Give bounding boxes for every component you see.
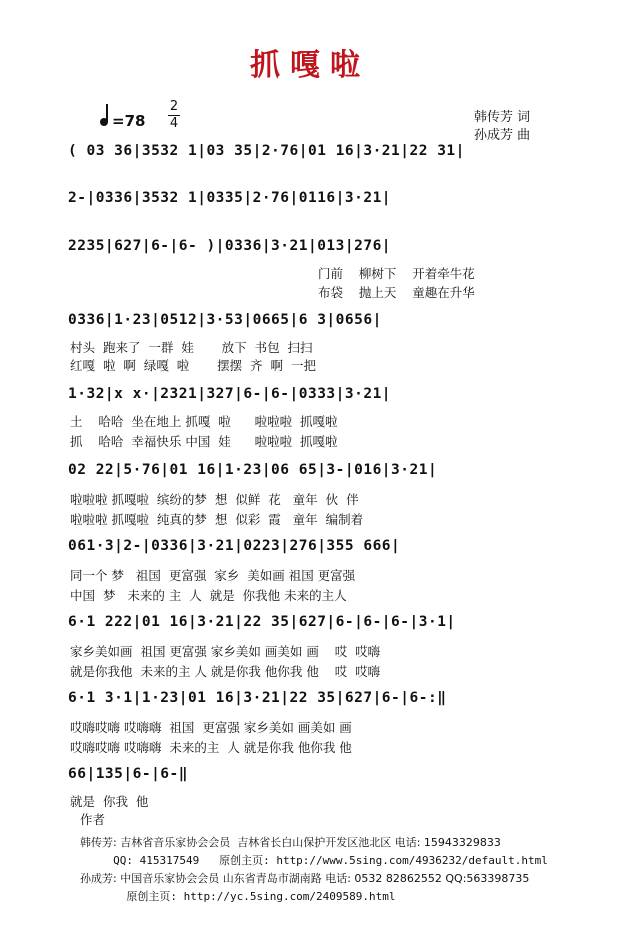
footer-line: QQ: 415317549 原创主页: http://www.5sing.com/4936232/default.html (80, 854, 548, 867)
song-title: 抓嘎啦 (250, 48, 370, 83)
time-signature-top: 2 (169, 99, 179, 114)
lyric-line: 同一个 梦 祖国 更富强 家乡 美如画 祖国 更富强 (70, 568, 356, 583)
composer-credit: 孙成芳 曲 (474, 128, 531, 143)
lyric-line: 就是你我他 未来的主 人 就是你我 他你我 他 哎 哎嗨 (70, 664, 381, 679)
tempo-value: =78 (112, 112, 146, 130)
lyric-line: 啦啦啦 抓嘎啦 缤纷的梦 想 似鲜 花 童年 伙 伴 (70, 492, 359, 507)
lyric-line: 家乡美如画 祖国 更富强 家乡美如 画美如 画 哎 哎嗨 (70, 644, 381, 659)
notation-line-2: 2-|0336|3532 1|0335|2·76|0116|3·21| (68, 190, 392, 206)
quarter-note-icon (100, 118, 108, 126)
lyric-line: 哎嗨哎嗨 哎嗨嗨 祖国 更富强 家乡美如 画美如 画 (70, 720, 352, 735)
notation-line-4: 0336|1·23|0512|3·53|0665|6 3|0656| (68, 312, 382, 328)
author-label: 作者 (80, 812, 106, 827)
notation-line-8: 6·1 222|01 16|3·21|22 35|627|6-|6-|6-|3·1| (68, 614, 456, 630)
lyric-line: 啦啦啦 抓嘎啦 纯真的梦 想 似彩 霞 童年 编制着 (70, 512, 364, 527)
notation-line-9: 6·1 3·1|1·23|01 16|3·21|22 35|627|6-|6-:‖ (68, 690, 447, 706)
lyric-line: 门前 柳树下 开着牵牛花 (318, 266, 475, 281)
time-signature-bottom: 4 (169, 116, 179, 131)
notation-line-7: 061·3|2-|0336|3·21|0223|276|355 666| (68, 538, 401, 554)
lyricist-credit: 韩传芳 词 (474, 110, 531, 125)
notation-line-1: ( 03 36|3532 1|03 35|2·76|01 16|3·21|22 31| (68, 143, 465, 159)
lyric-line: 哎嗨哎嗨 哎嗨嗨 未来的主 人 就是你我 他你我 他 (70, 740, 352, 755)
lyric-line: 中国 梦 未来的 主 人 就是 你我他 未来的主人 (70, 588, 347, 603)
lyric-line: 土 哈哈 坐在地上 抓嘎 啦 啦啦啦 抓嘎啦 (70, 414, 338, 429)
notation-line-5: 1·32|x x·|2321|327|6-|6-|0333|3·21| (68, 386, 392, 402)
footer-line: 孙成芳: 中国音乐家协会会员 山东省青岛市湖南路 电话: 0532 82862552 QQ:563398735 (80, 872, 530, 885)
tempo-marking (100, 112, 145, 130)
lyric-line: 抓 哈哈 幸福快乐 中国 娃 啦啦啦 抓嘎啦 (70, 434, 338, 449)
lyric-line: 布袋 抛上天 童趣在升华 (318, 285, 475, 300)
notation-line-10: 66|135|6-|6-‖ (68, 766, 188, 782)
lyric-line: 红嘎 啦 啊 绿嘎 啦 摆摆 齐 啊 一把 (70, 358, 316, 373)
lyric-line: 村头 跑来了 一群 娃 放下 书包 扫扫 (70, 340, 313, 355)
footer-line: 原创主页: http://yc.5sing.com/2409589.html (80, 890, 396, 903)
notation-line-3: 2235|627|6-|6- )|0336|3·21|013|276| (68, 238, 392, 254)
time-signature (168, 100, 180, 131)
lyric-line: 就是 你我 他 (70, 794, 149, 809)
notation-line-6: 02 22|5·76|01 16|1·23|06 65|3-|016|3·21| (68, 462, 438, 478)
footer-line: 韩传芳: 吉林省音乐家协会会员 吉林省长白山保护开发区池北区 电话: 15943329833 (80, 836, 501, 849)
